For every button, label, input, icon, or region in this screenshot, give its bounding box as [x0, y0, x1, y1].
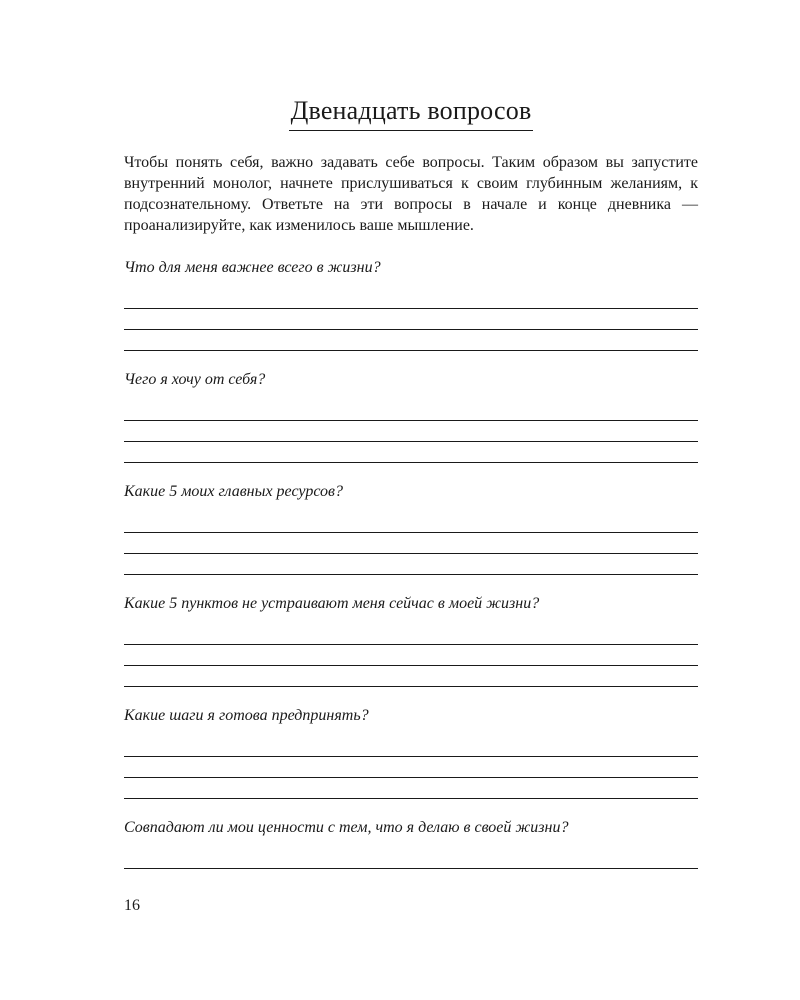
answer-line[interactable]	[124, 400, 698, 421]
page-title: Двенадцать вопросов	[289, 97, 534, 131]
answer-lines	[124, 848, 698, 869]
intro-paragraph: Чтобы понять себя, важно задавать себе вопросы. Таким образом вы запустите внутренний монолог, начнете прислушиваться к своим глубинным желаниям, к подсознательному. Ответьте на эти вопросы в начале и конце дневника — проанализируйте, как изменилось ваше мышление.	[124, 154, 698, 234]
question-block	[124, 482, 698, 575]
question-text: Совпадают ли мои ценности с тем, что я делаю в своей жизни?	[124, 819, 569, 836]
workbook-page	[124, 0, 698, 1000]
answer-line[interactable]	[124, 666, 698, 687]
answer-line[interactable]	[124, 330, 698, 351]
question-text: Какие 5 моих главных ресурсов?	[124, 483, 343, 500]
answer-line[interactable]	[124, 778, 698, 799]
page-number: 16	[124, 897, 140, 914]
answer-lines	[124, 512, 698, 575]
answer-line[interactable]	[124, 421, 698, 442]
question-text: Какие шаги я готова предпринять?	[124, 707, 369, 724]
answer-line[interactable]	[124, 288, 698, 309]
question-block	[124, 594, 698, 687]
question-block	[124, 818, 698, 869]
answer-lines	[124, 400, 698, 463]
question-text: Какие 5 пунктов не устраивают меня сейчас в моей жизни?	[124, 595, 540, 612]
answer-line[interactable]	[124, 512, 698, 533]
answer-line[interactable]	[124, 554, 698, 575]
answer-line[interactable]	[124, 624, 698, 645]
question-text: Чего я хочу от себя?	[124, 371, 266, 388]
question-block	[124, 370, 698, 463]
answer-lines	[124, 624, 698, 687]
question-block	[124, 706, 698, 799]
answer-lines	[124, 736, 698, 799]
answer-line[interactable]	[124, 848, 698, 869]
title-wrap	[124, 80, 698, 148]
answer-line[interactable]	[124, 533, 698, 554]
question-text: Что для меня важнее всего в жизни?	[124, 259, 381, 276]
answer-line[interactable]	[124, 736, 698, 757]
question-block	[124, 258, 698, 351]
answer-lines	[124, 288, 698, 351]
answer-line[interactable]	[124, 757, 698, 778]
answer-line[interactable]	[124, 645, 698, 666]
answer-line[interactable]	[124, 309, 698, 330]
answer-line[interactable]	[124, 442, 698, 463]
